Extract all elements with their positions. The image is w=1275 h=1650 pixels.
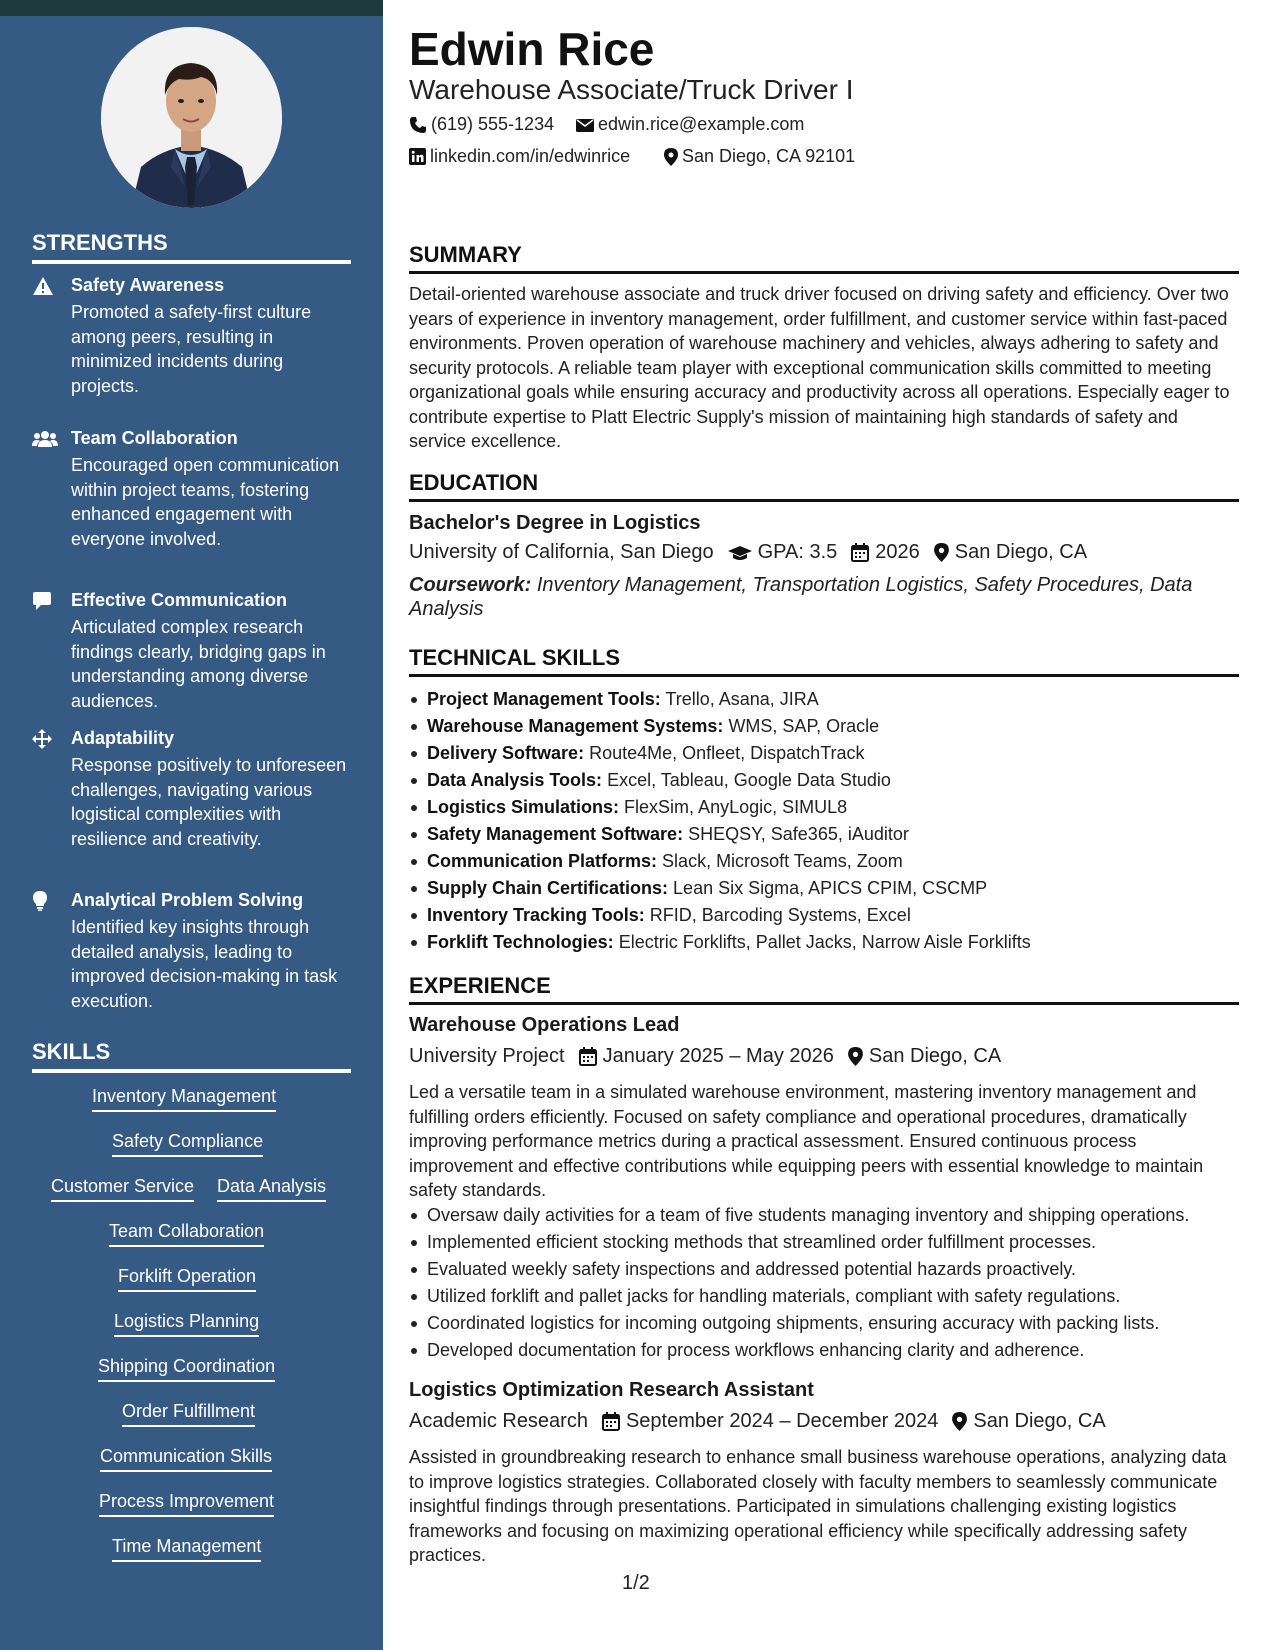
map-pin-icon: [952, 1412, 967, 1431]
job-description: Assisted in groundbreaking research to enhance small business warehouse operations, analyzing data to improve logistics strategies. Collaborated closely with faculty members to seamlessly communicate insightful findings through presentations. Participated in simulations challenging existing logistics frameworks and focusing on maximizing operational efficiency while specifically addressing safety practices.: [409, 1447, 1227, 1565]
degree-title: Bachelor's Degree in Logistics: [409, 512, 701, 534]
list-item: Implemented efficient stocking methods that streamlined order fulfillment processes.: [409, 1231, 1239, 1258]
skill-category: Logistics Simulations:: [427, 797, 620, 817]
graduation-year: 2026: [875, 541, 920, 563]
job-location: San Diego, CA: [973, 1410, 1106, 1432]
education-heading: EDUCATION: [409, 470, 1239, 502]
skill-values: FlexSim, AnyLogic, SIMUL8: [624, 797, 848, 817]
candidate-title: Warehouse Associate/Truck Driver I: [409, 74, 854, 105]
lightbulb-icon: [32, 891, 56, 913]
school-name: University of California, San Diego: [409, 541, 714, 563]
linkedin-icon: [409, 148, 426, 165]
phone-number: (619) 555-1234: [431, 114, 555, 134]
profile-photo-illustration: [101, 27, 282, 208]
coursework-label: Coursework:: [409, 574, 532, 596]
skill-category: Project Management Tools:: [427, 689, 661, 709]
skill-category: Delivery Software:: [427, 743, 585, 763]
strength-title: Adaptability: [71, 728, 175, 748]
list-item: Coordinated logistics for incoming outgoing shipments, ensuring accuracy with packing lists.: [409, 1312, 1239, 1339]
skill-category: Forklift Technologies:: [427, 932, 614, 952]
candidate-name: Edwin Rice: [409, 23, 655, 75]
skill-category: Communication Platforms:: [427, 851, 658, 871]
strength-title: Safety Awareness: [71, 275, 225, 295]
skill-tag: Team Collaboration: [109, 1221, 264, 1247]
education-meta: [409, 541, 1087, 564]
skill-values: Electric Forklifts, Pallet Jacks, Narrow Aisle Forklifts: [618, 932, 1031, 952]
strength-title: Effective Communication: [71, 590, 288, 610]
skill-values: Slack, Microsoft Teams, Zoom: [662, 851, 903, 871]
arrows-move-icon: [32, 729, 56, 751]
list-item: [409, 823, 1239, 850]
contact-linkedin[interactable]: [409, 146, 630, 167]
location-text: San Diego, CA 92101: [682, 146, 856, 166]
skill-category: Data Analysis Tools:: [427, 770, 603, 790]
warning-icon: [32, 276, 56, 298]
job-meta: [409, 1045, 1001, 1068]
map-pin-icon: [664, 148, 678, 166]
skill-values: SHEQSY, Safe365, iAuditor: [688, 824, 909, 844]
skill-tag: Inventory Management: [92, 1086, 276, 1112]
calendar-icon: [602, 1412, 620, 1431]
strength-description: Identified key insights through detailed analysis, leading to improved decision-making in task execution.: [71, 917, 338, 1011]
list-item: [409, 904, 1239, 931]
skills-heading: SKILLS: [32, 1039, 351, 1073]
skill-tag: Order Fulfillment: [122, 1401, 255, 1427]
list-item: Evaluated weekly safety inspections and addressed potential hazards proactively.: [409, 1258, 1239, 1285]
skill-tag: Shipping Coordination: [98, 1356, 275, 1382]
skill-category: Warehouse Management Systems:: [427, 716, 724, 736]
skill-values: RFID, Barcoding Systems, Excel: [649, 905, 911, 925]
skill-values: Route4Me, Onfleet, DispatchTrack: [589, 743, 865, 763]
sidebar-top-band: [0, 0, 383, 16]
page-number: 1/2: [622, 1572, 650, 1594]
users-icon: [32, 429, 56, 451]
calendar-icon: [851, 543, 869, 562]
technical-skills-heading: TECHNICAL SKILLS: [409, 645, 1239, 677]
job-dates: September 2024 – December 2024: [625, 1410, 939, 1432]
job-bullets: [409, 1204, 1239, 1366]
strength-description: Articulated complex research findings clearly, bridging gaps in understanding among diverse audiences.: [71, 617, 326, 711]
skill-tag: Communication Skills: [100, 1446, 272, 1472]
job-description: Led a versatile team in a simulated warehouse environment, mastering inventory management and fulfilling orders efficiently. Focused on safety compliance and operational procedures, dramatically improving performance metrics during a practical assessment. Ensured continuous process improvement and effective contributions while equipping peers with essential knowledge to maintain safety standards.: [409, 1082, 1204, 1200]
skill-tag: Process Improvement: [99, 1491, 274, 1517]
skill-tag: Data Analysis: [217, 1176, 326, 1202]
strength-title: Team Collaboration: [71, 428, 238, 448]
job-organization: Academic Research: [409, 1410, 588, 1432]
job-organization: University Project: [409, 1045, 565, 1067]
list-item: Utilized forklift and pallet jacks for handling materials, compliant with safety regulations.: [409, 1285, 1239, 1312]
job-meta: [409, 1410, 1106, 1433]
skill-category: Inventory Tracking Tools:: [427, 905, 645, 925]
job-dates: January 2025 – May 2026: [602, 1045, 834, 1067]
experience-heading: EXPERIENCE: [409, 973, 1239, 1005]
contact-email[interactable]: [576, 114, 804, 135]
gpa-text: GPA: 3.5: [757, 541, 838, 563]
envelope-icon: [576, 117, 594, 133]
list-item: [409, 877, 1239, 904]
strength-description: Promoted a safety-first culture among peers, resulting in minimized incidents during projects.: [71, 302, 312, 396]
profile-photo: [101, 27, 282, 208]
strength-title: Analytical Problem Solving: [71, 890, 304, 910]
map-pin-icon: [934, 543, 949, 562]
map-pin-icon: [848, 1047, 863, 1066]
education-location: San Diego, CA: [954, 541, 1088, 563]
linkedin-link[interactable]: linkedin.com/in/edwinrice: [430, 146, 631, 166]
list-item: [409, 742, 1239, 769]
coursework: [409, 573, 1239, 621]
email-link[interactable]: edwin.rice@example.com: [598, 114, 805, 134]
skill-tag: Logistics Planning: [114, 1311, 259, 1337]
calendar-icon: [579, 1047, 597, 1066]
technical-skills-list: [409, 688, 1239, 958]
list-item: Developed documentation for process workflows enhancing clarity and adherence.: [409, 1339, 1239, 1366]
contact-phone: [409, 114, 554, 135]
skill-tag: Time Management: [112, 1536, 261, 1562]
skill-tag: Safety Compliance: [112, 1131, 263, 1157]
comment-icon: [32, 591, 56, 613]
job-title: Warehouse Operations Lead: [409, 1014, 680, 1036]
phone-icon: [409, 116, 427, 134]
skill-values: Excel, Tableau, Google Data Studio: [607, 770, 891, 790]
graduation-cap-icon: [728, 544, 752, 562]
skill-values: Lean Six Sigma, APICS CPIM, CSCMP: [673, 878, 988, 898]
list-item: [409, 850, 1239, 877]
skill-tag: Forklift Operation: [118, 1266, 256, 1292]
sidebar: [0, 0, 383, 1650]
skill-category: Safety Management Software:: [427, 824, 684, 844]
skill-values: Trello, Asana, JIRA: [665, 689, 819, 709]
list-item: [409, 796, 1239, 823]
list-item: [409, 931, 1239, 958]
job-title: Logistics Optimization Research Assistant: [409, 1379, 814, 1401]
list-item: Oversaw daily activities for a team of five students managing inventory and shipping operations.: [409, 1204, 1239, 1231]
skill-tag: Customer Service: [51, 1176, 194, 1202]
summary-text: Detail-oriented warehouse associate and truck driver focused on driving safety and efficiency. Over two years of experience in inventory management, order fulfillment, and customer service within fast-paced environments. Proven operation of warehouse machinery and vehicles, always adhering to safety and security protocols. A reliable team player with exceptional communication skills committed to meeting organizational goals while ensuring accuracy and productivity across all operations. Especially eager to contribute expertise to Platt Electric Supply's mission of maintaining high standards of safety and service excellence.: [409, 284, 1230, 451]
coursework-list: Inventory Management, Transportation Logistics, Safety Procedures, Data Analysis: [409, 574, 1193, 620]
list-item: [409, 688, 1239, 715]
list-item: [409, 769, 1239, 796]
strength-description: Response positively to unforeseen challenges, navigating various logistical complexities with resilience and creativity.: [71, 755, 347, 849]
list-item: [409, 715, 1239, 742]
strength-description: Encouraged open communication within project teams, fostering enhanced engagement with everyone involved.: [71, 455, 340, 549]
job-location: San Diego, CA: [868, 1045, 1002, 1067]
summary-heading: SUMMARY: [409, 242, 1239, 274]
strengths-heading: STRENGTHS: [32, 230, 351, 264]
skill-values: WMS, SAP, Oracle: [728, 716, 880, 736]
contact-location: [664, 146, 855, 167]
skill-category: Supply Chain Certifications:: [427, 878, 669, 898]
